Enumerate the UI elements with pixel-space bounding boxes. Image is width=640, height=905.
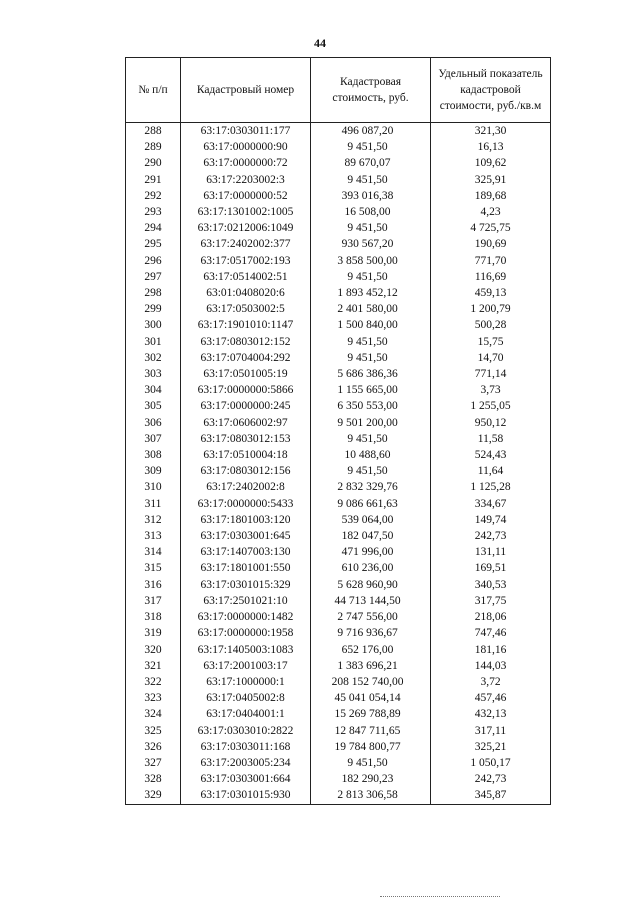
specific-value: 1 255,05 <box>431 398 551 414</box>
row-number: 316 <box>126 577 181 593</box>
table-body <box>126 123 551 805</box>
cadastral-number: 63:17:0606002:97 <box>181 415 311 431</box>
row-number: 315 <box>126 560 181 576</box>
cadastral-value: 15 269 788,89 <box>311 706 431 722</box>
cadastral-number: 63:17:0303011:168 <box>181 739 311 755</box>
table-row <box>126 609 551 625</box>
cadastral-value: 9 451,50 <box>311 172 431 188</box>
table-row <box>126 544 551 560</box>
row-number: 326 <box>126 739 181 755</box>
cadastral-number: 63:17:1801001:550 <box>181 560 311 576</box>
cadastral-value: 3 858 500,00 <box>311 253 431 269</box>
cadastral-number: 63:17:0000000:52 <box>181 188 311 204</box>
specific-value: 242,73 <box>431 771 551 787</box>
table-row <box>126 236 551 252</box>
specific-value: 4,23 <box>431 204 551 220</box>
table-row <box>126 723 551 739</box>
cadastral-number: 63:17:0517002:193 <box>181 253 311 269</box>
page-number: 44 <box>314 36 326 50</box>
footer-dotted-line <box>380 896 500 897</box>
row-number: 318 <box>126 609 181 625</box>
header-cadastral-value: Кадастровая стоимость, руб. <box>311 58 431 123</box>
row-number: 322 <box>126 674 181 690</box>
cadastral-number: 63:17:0000000:1482 <box>181 609 311 625</box>
header-cadastral-number: Кадастровый номер <box>181 58 311 123</box>
row-number: 294 <box>126 220 181 236</box>
table-row <box>126 334 551 350</box>
specific-value: 189,68 <box>431 188 551 204</box>
specific-value: 747,46 <box>431 625 551 641</box>
table-row <box>126 366 551 382</box>
row-number: 288 <box>126 123 181 140</box>
specific-value: 1 200,79 <box>431 301 551 317</box>
cadastral-number: 63:17:0301015:329 <box>181 577 311 593</box>
row-number: 321 <box>126 658 181 674</box>
cadastral-value: 9 451,50 <box>311 431 431 447</box>
cadastral-number: 63:17:1405003:1083 <box>181 642 311 658</box>
header-row <box>126 58 551 123</box>
specific-value: 771,14 <box>431 366 551 382</box>
specific-value: 131,11 <box>431 544 551 560</box>
row-number: 328 <box>126 771 181 787</box>
specific-value: 317,75 <box>431 593 551 609</box>
row-number: 309 <box>126 463 181 479</box>
row-number: 289 <box>126 139 181 155</box>
cadastral-value: 9 451,50 <box>311 220 431 236</box>
specific-value: 15,75 <box>431 334 551 350</box>
table-row <box>126 317 551 333</box>
specific-value: 1 125,28 <box>431 479 551 495</box>
cadastral-value: 5 628 960,90 <box>311 577 431 593</box>
cadastral-number: 63:17:0000000:5866 <box>181 382 311 398</box>
table-row <box>126 642 551 658</box>
cadastral-value: 10 488,60 <box>311 447 431 463</box>
cadastral-value: 9 501 200,00 <box>311 415 431 431</box>
cadastral-number: 63:17:2501021:10 <box>181 593 311 609</box>
specific-value: 3,73 <box>431 382 551 398</box>
cadastral-number: 63:17:0803012:156 <box>181 463 311 479</box>
cadastral-value: 12 847 711,65 <box>311 723 431 739</box>
cadastral-value: 539 064,00 <box>311 512 431 528</box>
cadastral-number: 63:17:2402002:377 <box>181 236 311 252</box>
specific-value: 16,13 <box>431 139 551 155</box>
specific-value: 11,64 <box>431 463 551 479</box>
table-row <box>126 706 551 722</box>
cadastral-value: 9 451,50 <box>311 139 431 155</box>
cadastral-value: 9 451,50 <box>311 269 431 285</box>
cadastral-value: 19 784 800,77 <box>311 739 431 755</box>
table-row <box>126 172 551 188</box>
row-number: 304 <box>126 382 181 398</box>
cadastral-number: 63:17:0000000:90 <box>181 139 311 155</box>
cadastral-value: 610 236,00 <box>311 560 431 576</box>
cadastral-value: 2 747 556,00 <box>311 609 431 625</box>
table-row <box>126 123 551 140</box>
row-number: 310 <box>126 479 181 495</box>
cadastral-number: 63:17:0303001:664 <box>181 771 311 787</box>
cadastral-value: 1 155 665,00 <box>311 382 431 398</box>
table-row <box>126 447 551 463</box>
cadastral-value: 9 451,50 <box>311 755 431 771</box>
table-header <box>126 58 551 123</box>
row-number: 317 <box>126 593 181 609</box>
cadastral-value: 45 041 054,14 <box>311 690 431 706</box>
cadastral-number: 63:17:0000000:1958 <box>181 625 311 641</box>
cadastral-number: 63:17:1801003:120 <box>181 512 311 528</box>
cadastral-number: 63:17:1000000:1 <box>181 674 311 690</box>
table-row <box>126 690 551 706</box>
specific-value: 459,13 <box>431 285 551 301</box>
cadastral-value: 9 451,50 <box>311 350 431 366</box>
cadastral-value: 652 176,00 <box>311 642 431 658</box>
specific-value: 14,70 <box>431 350 551 366</box>
cadastral-number: 63:17:1301002:1005 <box>181 204 311 220</box>
cadastral-number: 63:17:0000000:5433 <box>181 496 311 512</box>
cadastral-value: 182 047,50 <box>311 528 431 544</box>
row-number: 291 <box>126 172 181 188</box>
row-number: 300 <box>126 317 181 333</box>
cadastral-value: 16 508,00 <box>311 204 431 220</box>
cadastral-table <box>125 57 551 805</box>
specific-value: 950,12 <box>431 415 551 431</box>
row-number: 303 <box>126 366 181 382</box>
cadastral-value: 930 567,20 <box>311 236 431 252</box>
table-row <box>126 771 551 787</box>
row-number: 313 <box>126 528 181 544</box>
table-row <box>126 463 551 479</box>
specific-value: 169,51 <box>431 560 551 576</box>
cadastral-value: 1 383 696,21 <box>311 658 431 674</box>
row-number: 323 <box>126 690 181 706</box>
row-number: 290 <box>126 155 181 171</box>
specific-value: 11,58 <box>431 431 551 447</box>
cadastral-number: 63:17:1407003:130 <box>181 544 311 560</box>
row-number: 306 <box>126 415 181 431</box>
cadastral-number: 63:01:0408020:6 <box>181 285 311 301</box>
cadastral-value: 1 893 452,12 <box>311 285 431 301</box>
specific-value: 149,74 <box>431 512 551 528</box>
specific-value: 340,53 <box>431 577 551 593</box>
specific-value: 524,43 <box>431 447 551 463</box>
row-number: 307 <box>126 431 181 447</box>
table-row <box>126 479 551 495</box>
row-number: 301 <box>126 334 181 350</box>
table-row <box>126 625 551 641</box>
specific-value: 432,13 <box>431 706 551 722</box>
row-number: 311 <box>126 496 181 512</box>
table-row <box>126 220 551 236</box>
cadastral-number: 63:17:1901010:1147 <box>181 317 311 333</box>
table-row <box>126 301 551 317</box>
table-row <box>126 496 551 512</box>
row-number: 299 <box>126 301 181 317</box>
table-row <box>126 431 551 447</box>
specific-value: 457,46 <box>431 690 551 706</box>
specific-value: 500,28 <box>431 317 551 333</box>
row-number: 324 <box>126 706 181 722</box>
table-row <box>126 593 551 609</box>
table-row <box>126 755 551 771</box>
cadastral-value: 471 996,00 <box>311 544 431 560</box>
specific-value: 345,87 <box>431 787 551 804</box>
cadastral-number: 63:17:0301015:930 <box>181 787 311 804</box>
row-number: 314 <box>126 544 181 560</box>
row-number: 292 <box>126 188 181 204</box>
specific-value: 3,72 <box>431 674 551 690</box>
cadastral-number: 63:17:2203002:3 <box>181 172 311 188</box>
row-number: 293 <box>126 204 181 220</box>
header-num: № п/п <box>126 58 181 123</box>
table-row <box>126 382 551 398</box>
cadastral-value: 496 087,20 <box>311 123 431 140</box>
cadastral-value: 9 451,50 <box>311 463 431 479</box>
cadastral-number: 63:17:0405002:8 <box>181 690 311 706</box>
table-row <box>126 285 551 301</box>
table-row <box>126 787 551 804</box>
row-number: 329 <box>126 787 181 804</box>
row-number: 312 <box>126 512 181 528</box>
cadastral-number: 63:17:0303011:177 <box>181 123 311 140</box>
specific-value: 771,70 <box>431 253 551 269</box>
cadastral-number: 63:17:2402002:8 <box>181 479 311 495</box>
row-number: 298 <box>126 285 181 301</box>
cadastral-number: 63:17:0510004:18 <box>181 447 311 463</box>
specific-value: 321,30 <box>431 123 551 140</box>
cadastral-value: 9 451,50 <box>311 334 431 350</box>
table-row <box>126 253 551 269</box>
cadastral-number: 63:17:0303001:645 <box>181 528 311 544</box>
cadastral-value: 2 401 580,00 <box>311 301 431 317</box>
specific-value: 325,21 <box>431 739 551 755</box>
table-row <box>126 560 551 576</box>
row-number: 295 <box>126 236 181 252</box>
cadastral-value: 393 016,38 <box>311 188 431 204</box>
table-row <box>126 415 551 431</box>
cadastral-value: 2 813 306,58 <box>311 787 431 804</box>
cadastral-value: 208 152 740,00 <box>311 674 431 690</box>
table-row <box>126 350 551 366</box>
row-number: 302 <box>126 350 181 366</box>
cadastral-number: 63:17:0704004:292 <box>181 350 311 366</box>
cadastral-value: 44 713 144,50 <box>311 593 431 609</box>
table-row <box>126 577 551 593</box>
specific-value: 4 725,75 <box>431 220 551 236</box>
row-number: 320 <box>126 642 181 658</box>
row-number: 305 <box>126 398 181 414</box>
cadastral-value: 9 086 661,63 <box>311 496 431 512</box>
table-row <box>126 204 551 220</box>
cadastral-number: 63:17:0303010:2822 <box>181 723 311 739</box>
row-number: 308 <box>126 447 181 463</box>
specific-value: 317,11 <box>431 723 551 739</box>
cadastral-number: 63:17:0503002:5 <box>181 301 311 317</box>
cadastral-value: 2 832 329,76 <box>311 479 431 495</box>
specific-value: 242,73 <box>431 528 551 544</box>
table-row <box>126 674 551 690</box>
cadastral-number: 63:17:0803012:153 <box>181 431 311 447</box>
cadastral-value: 182 290,23 <box>311 771 431 787</box>
cadastral-value: 6 350 553,00 <box>311 398 431 414</box>
table-row <box>126 739 551 755</box>
cadastral-number: 63:17:2001003:17 <box>181 658 311 674</box>
specific-value: 325,91 <box>431 172 551 188</box>
cadastral-number: 63:17:0514002:51 <box>181 269 311 285</box>
table-row <box>126 658 551 674</box>
table-row <box>126 188 551 204</box>
cadastral-value: 5 686 386,36 <box>311 366 431 382</box>
cadastral-number: 63:17:0501005:19 <box>181 366 311 382</box>
table-row <box>126 512 551 528</box>
table-row <box>126 269 551 285</box>
cadastral-value: 1 500 840,00 <box>311 317 431 333</box>
specific-value: 144,03 <box>431 658 551 674</box>
header-specific-value: Удельный показатель кадастровой стоимости, руб./кв.м <box>431 58 551 123</box>
cadastral-number: 63:17:0803012:152 <box>181 334 311 350</box>
table-row <box>126 139 551 155</box>
row-number: 296 <box>126 253 181 269</box>
specific-value: 190,69 <box>431 236 551 252</box>
specific-value: 109,62 <box>431 155 551 171</box>
cadastral-value: 9 716 936,67 <box>311 625 431 641</box>
cadastral-number: 63:17:0212006:1049 <box>181 220 311 236</box>
table-row <box>126 528 551 544</box>
specific-value: 218,06 <box>431 609 551 625</box>
specific-value: 181,16 <box>431 642 551 658</box>
row-number: 297 <box>126 269 181 285</box>
cadastral-value: 89 670,07 <box>311 155 431 171</box>
row-number: 319 <box>126 625 181 641</box>
specific-value: 116,69 <box>431 269 551 285</box>
specific-value: 334,67 <box>431 496 551 512</box>
specific-value: 1 050,17 <box>431 755 551 771</box>
row-number: 327 <box>126 755 181 771</box>
row-number: 325 <box>126 723 181 739</box>
cadastral-number: 63:17:0404001:1 <box>181 706 311 722</box>
cadastral-number: 63:17:2003005:234 <box>181 755 311 771</box>
cadastral-number: 63:17:0000000:245 <box>181 398 311 414</box>
table-row <box>126 398 551 414</box>
table-row <box>126 155 551 171</box>
cadastral-number: 63:17:0000000:72 <box>181 155 311 171</box>
